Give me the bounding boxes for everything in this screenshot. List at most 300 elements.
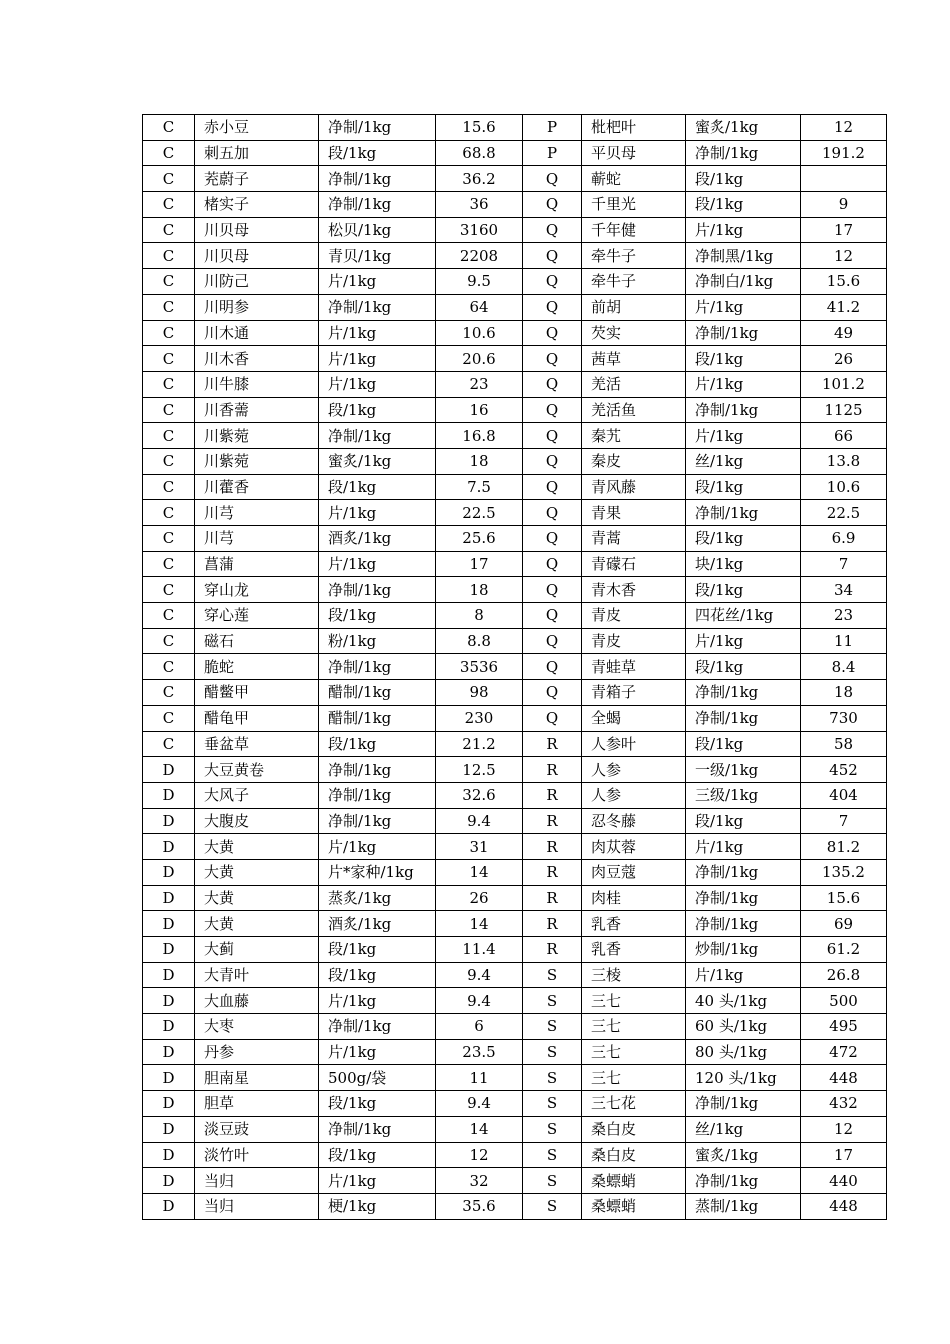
left-letter-cell: D (143, 1039, 195, 1065)
right-price-cell: 12 (801, 115, 887, 141)
left-price-cell: 32 (436, 1168, 523, 1194)
left-spec-cell: 净制/1kg (319, 166, 436, 192)
table-row (143, 166, 887, 192)
table-row (143, 988, 887, 1014)
right-spec-cell: 四花丝/1kg (686, 603, 801, 629)
left-spec-cell: 段/1kg (319, 474, 436, 500)
right-herb-name-cell: 千里光 (582, 192, 686, 218)
right-letter-cell: R (523, 859, 582, 885)
left-price-cell: 18 (436, 448, 523, 474)
right-letter-cell: S (523, 1116, 582, 1142)
left-letter-cell: C (143, 448, 195, 474)
left-spec-cell: 段/1kg (319, 397, 436, 423)
right-price-cell: 12 (801, 243, 887, 269)
price-table-page (142, 114, 887, 1220)
left-price-cell: 8.8 (436, 628, 523, 654)
table-row (143, 1168, 887, 1194)
right-spec-cell: 段/1kg (686, 526, 801, 552)
right-letter-cell: Q (523, 526, 582, 552)
right-letter-cell: R (523, 757, 582, 783)
right-price-cell: 69 (801, 911, 887, 937)
right-spec-cell: 段/1kg (686, 192, 801, 218)
left-herb-name-cell: 脆蛇 (195, 654, 319, 680)
left-letter-cell: C (143, 500, 195, 526)
right-price-cell: 61.2 (801, 937, 887, 963)
left-spec-cell: 蜜炙/1kg (319, 448, 436, 474)
left-letter-cell: D (143, 1116, 195, 1142)
table-row (143, 1014, 887, 1040)
left-herb-name-cell: 川木香 (195, 346, 319, 372)
left-price-cell: 12 (436, 1142, 523, 1168)
left-spec-cell: 净制/1kg (319, 192, 436, 218)
right-spec-cell: 片/1kg (686, 217, 801, 243)
right-herb-name-cell: 三七 (582, 1039, 686, 1065)
table-row (143, 269, 887, 295)
left-price-cell: 23.5 (436, 1039, 523, 1065)
table-row (143, 294, 887, 320)
left-price-cell: 9.4 (436, 988, 523, 1014)
table-row (143, 782, 887, 808)
right-price-cell: 135.2 (801, 859, 887, 885)
right-spec-cell: 段/1kg (686, 654, 801, 680)
left-spec-cell: 净制/1kg (319, 294, 436, 320)
left-herb-name-cell: 醋龟甲 (195, 705, 319, 731)
left-spec-cell: 片/1kg (319, 1168, 436, 1194)
right-letter-cell: Q (523, 680, 582, 706)
left-letter-cell: D (143, 834, 195, 860)
left-herb-name-cell: 当归 (195, 1193, 319, 1219)
right-spec-cell: 净制/1kg (686, 1168, 801, 1194)
table-row (143, 140, 887, 166)
left-herb-name-cell: 刺五加 (195, 140, 319, 166)
left-herb-name-cell: 川木通 (195, 320, 319, 346)
right-letter-cell: Q (523, 423, 582, 449)
left-letter-cell: C (143, 192, 195, 218)
right-price-cell: 34 (801, 577, 887, 603)
table-row (143, 885, 887, 911)
right-letter-cell: R (523, 782, 582, 808)
left-spec-cell: 醋制/1kg (319, 705, 436, 731)
right-letter-cell: Q (523, 654, 582, 680)
right-spec-cell: 片/1kg (686, 423, 801, 449)
right-herb-name-cell: 牵牛子 (582, 269, 686, 295)
left-herb-name-cell: 大风子 (195, 782, 319, 808)
right-herb-name-cell: 三七 (582, 1014, 686, 1040)
left-herb-name-cell: 大黄 (195, 911, 319, 937)
table-row (143, 1116, 887, 1142)
table-row (143, 217, 887, 243)
left-herb-name-cell: 醋鳖甲 (195, 680, 319, 706)
right-spec-cell: 蜜炙/1kg (686, 115, 801, 141)
right-spec-cell: 丝/1kg (686, 448, 801, 474)
herb-price-table (142, 114, 887, 1220)
left-letter-cell: C (143, 269, 195, 295)
left-herb-name-cell: 磁石 (195, 628, 319, 654)
right-letter-cell: Q (523, 628, 582, 654)
left-price-cell: 17 (436, 551, 523, 577)
left-letter-cell: C (143, 423, 195, 449)
table-row (143, 1039, 887, 1065)
right-spec-cell: 段/1kg (686, 808, 801, 834)
table-row (143, 680, 887, 706)
right-price-cell: 66 (801, 423, 887, 449)
left-herb-name-cell: 大血藤 (195, 988, 319, 1014)
right-price-cell: 15.6 (801, 885, 887, 911)
right-herb-name-cell: 三棱 (582, 962, 686, 988)
right-price-cell: 26.8 (801, 962, 887, 988)
left-price-cell: 20.6 (436, 346, 523, 372)
left-letter-cell: D (143, 1065, 195, 1091)
left-herb-name-cell: 淡竹叶 (195, 1142, 319, 1168)
right-price-cell: 41.2 (801, 294, 887, 320)
right-herb-name-cell: 肉桂 (582, 885, 686, 911)
left-price-cell: 10.6 (436, 320, 523, 346)
left-herb-name-cell: 大黄 (195, 885, 319, 911)
table-row (143, 1065, 887, 1091)
left-price-cell: 68.8 (436, 140, 523, 166)
table-row (143, 320, 887, 346)
right-price-cell: 9 (801, 192, 887, 218)
right-herb-name-cell: 羌活鱼 (582, 397, 686, 423)
left-price-cell: 230 (436, 705, 523, 731)
right-letter-cell: Q (523, 346, 582, 372)
left-price-cell: 32.6 (436, 782, 523, 808)
left-price-cell: 9.4 (436, 1091, 523, 1117)
left-price-cell: 11 (436, 1065, 523, 1091)
right-price-cell: 18 (801, 680, 887, 706)
right-spec-cell: 一级/1kg (686, 757, 801, 783)
left-spec-cell: 片/1kg (319, 371, 436, 397)
right-letter-cell: Q (523, 217, 582, 243)
left-spec-cell: 粉/1kg (319, 628, 436, 654)
table-row (143, 808, 887, 834)
table-row (143, 731, 887, 757)
right-price-cell: 12 (801, 1116, 887, 1142)
right-spec-cell: 净制/1kg (686, 705, 801, 731)
right-letter-cell: Q (523, 371, 582, 397)
left-letter-cell: C (143, 320, 195, 346)
left-price-cell: 14 (436, 911, 523, 937)
right-spec-cell: 净制/1kg (686, 680, 801, 706)
table-row (143, 423, 887, 449)
right-price-cell: 26 (801, 346, 887, 372)
left-price-cell: 12.5 (436, 757, 523, 783)
right-herb-name-cell: 青蒿 (582, 526, 686, 552)
left-letter-cell: C (143, 397, 195, 423)
left-price-cell: 9.4 (436, 808, 523, 834)
right-price-cell: 81.2 (801, 834, 887, 860)
right-price-cell: 448 (801, 1193, 887, 1219)
left-spec-cell: 蒸炙/1kg (319, 885, 436, 911)
left-herb-name-cell: 川贝母 (195, 243, 319, 269)
table-row (143, 1193, 887, 1219)
left-herb-name-cell: 穿山龙 (195, 577, 319, 603)
left-spec-cell: 净制/1kg (319, 577, 436, 603)
left-spec-cell: 净制/1kg (319, 1116, 436, 1142)
left-spec-cell: 段/1kg (319, 603, 436, 629)
right-price-cell: 13.8 (801, 448, 887, 474)
right-letter-cell: Q (523, 474, 582, 500)
right-herb-name-cell: 青皮 (582, 628, 686, 654)
left-herb-name-cell: 川芎 (195, 526, 319, 552)
right-price-cell: 730 (801, 705, 887, 731)
right-herb-name-cell: 人参 (582, 757, 686, 783)
left-spec-cell: 片/1kg (319, 1039, 436, 1065)
right-letter-cell: S (523, 1091, 582, 1117)
left-spec-cell: 净制/1kg (319, 808, 436, 834)
left-herb-name-cell: 大黄 (195, 834, 319, 860)
right-price-cell: 10.6 (801, 474, 887, 500)
right-spec-cell: 片/1kg (686, 628, 801, 654)
right-herb-name-cell: 青风藤 (582, 474, 686, 500)
left-letter-cell: C (143, 371, 195, 397)
right-price-cell: 101.2 (801, 371, 887, 397)
left-letter-cell: D (143, 808, 195, 834)
right-spec-cell: 丝/1kg (686, 1116, 801, 1142)
left-herb-name-cell: 大蓟 (195, 937, 319, 963)
right-spec-cell: 段/1kg (686, 577, 801, 603)
left-price-cell: 14 (436, 859, 523, 885)
left-spec-cell: 段/1kg (319, 962, 436, 988)
left-spec-cell: 净制/1kg (319, 115, 436, 141)
table-row (143, 551, 887, 577)
right-letter-cell: R (523, 937, 582, 963)
left-herb-name-cell: 大枣 (195, 1014, 319, 1040)
right-letter-cell: Q (523, 320, 582, 346)
left-price-cell: 7.5 (436, 474, 523, 500)
right-price-cell: 448 (801, 1065, 887, 1091)
table-row (143, 115, 887, 141)
right-price-cell: 6.9 (801, 526, 887, 552)
left-price-cell: 8 (436, 603, 523, 629)
table-row (143, 654, 887, 680)
right-letter-cell: S (523, 1014, 582, 1040)
left-letter-cell: C (143, 140, 195, 166)
right-letter-cell: Q (523, 577, 582, 603)
right-herb-name-cell: 青礞石 (582, 551, 686, 577)
right-herb-name-cell: 芡实 (582, 320, 686, 346)
right-letter-cell: R (523, 834, 582, 860)
right-herb-name-cell: 青皮 (582, 603, 686, 629)
table-row (143, 1091, 887, 1117)
left-letter-cell: D (143, 962, 195, 988)
right-price-cell: 452 (801, 757, 887, 783)
table-row (143, 859, 887, 885)
left-herb-name-cell: 丹参 (195, 1039, 319, 1065)
right-price-cell: 404 (801, 782, 887, 808)
table-row (143, 346, 887, 372)
left-herb-name-cell: 川防己 (195, 269, 319, 295)
right-herb-name-cell: 秦艽 (582, 423, 686, 449)
left-letter-cell: C (143, 705, 195, 731)
right-spec-cell: 段/1kg (686, 731, 801, 757)
left-letter-cell: C (143, 603, 195, 629)
left-letter-cell: C (143, 680, 195, 706)
left-herb-name-cell: 穿心莲 (195, 603, 319, 629)
left-letter-cell: C (143, 217, 195, 243)
right-price-cell: 440 (801, 1168, 887, 1194)
right-herb-name-cell: 人参叶 (582, 731, 686, 757)
table-body (143, 115, 887, 1220)
right-spec-cell: 段/1kg (686, 474, 801, 500)
right-spec-cell: 120 头/1kg (686, 1065, 801, 1091)
right-herb-name-cell: 三七 (582, 1065, 686, 1091)
left-price-cell: 25.6 (436, 526, 523, 552)
right-herb-name-cell: 茜草 (582, 346, 686, 372)
right-herb-name-cell: 蕲蛇 (582, 166, 686, 192)
left-herb-name-cell: 茺蔚子 (195, 166, 319, 192)
left-letter-cell: C (143, 346, 195, 372)
right-letter-cell: Q (523, 603, 582, 629)
right-price-cell: 1125 (801, 397, 887, 423)
left-herb-name-cell: 川贝母 (195, 217, 319, 243)
right-spec-cell: 段/1kg (686, 166, 801, 192)
left-letter-cell: D (143, 937, 195, 963)
table-row (143, 192, 887, 218)
left-herb-name-cell: 川紫菀 (195, 423, 319, 449)
left-spec-cell: 酒炙/1kg (319, 526, 436, 552)
right-letter-cell: Q (523, 448, 582, 474)
right-herb-name-cell: 忍冬藤 (582, 808, 686, 834)
right-letter-cell: Q (523, 269, 582, 295)
right-herb-name-cell: 青果 (582, 500, 686, 526)
left-spec-cell: 片/1kg (319, 988, 436, 1014)
right-price-cell (801, 166, 887, 192)
right-spec-cell: 蜜炙/1kg (686, 1142, 801, 1168)
right-price-cell: 15.6 (801, 269, 887, 295)
right-letter-cell: Q (523, 551, 582, 577)
left-herb-name-cell: 川香薷 (195, 397, 319, 423)
right-letter-cell: R (523, 731, 582, 757)
right-price-cell: 58 (801, 731, 887, 757)
right-herb-name-cell: 前胡 (582, 294, 686, 320)
left-letter-cell: D (143, 1014, 195, 1040)
left-spec-cell: 段/1kg (319, 731, 436, 757)
right-spec-cell: 片/1kg (686, 962, 801, 988)
table-row (143, 757, 887, 783)
left-spec-cell: 片/1kg (319, 320, 436, 346)
left-price-cell: 64 (436, 294, 523, 320)
left-herb-name-cell: 赤小豆 (195, 115, 319, 141)
right-letter-cell: S (523, 1039, 582, 1065)
right-spec-cell: 40 头/1kg (686, 988, 801, 1014)
right-herb-name-cell: 枇杷叶 (582, 115, 686, 141)
left-spec-cell: 片/1kg (319, 551, 436, 577)
left-letter-cell: D (143, 988, 195, 1014)
right-spec-cell: 净制/1kg (686, 500, 801, 526)
table-row (143, 962, 887, 988)
left-spec-cell: 片/1kg (319, 500, 436, 526)
table-row (143, 474, 887, 500)
left-spec-cell: 段/1kg (319, 1142, 436, 1168)
right-letter-cell: R (523, 808, 582, 834)
left-letter-cell: C (143, 526, 195, 552)
right-herb-name-cell: 三七 (582, 988, 686, 1014)
right-letter-cell: Q (523, 166, 582, 192)
left-price-cell: 3536 (436, 654, 523, 680)
right-letter-cell: Q (523, 294, 582, 320)
left-letter-cell: C (143, 577, 195, 603)
left-price-cell: 23 (436, 371, 523, 397)
right-spec-cell: 净制/1kg (686, 911, 801, 937)
left-price-cell: 26 (436, 885, 523, 911)
left-letter-cell: D (143, 1091, 195, 1117)
right-price-cell: 495 (801, 1014, 887, 1040)
right-price-cell: 472 (801, 1039, 887, 1065)
right-letter-cell: S (523, 1142, 582, 1168)
left-letter-cell: D (143, 911, 195, 937)
left-herb-name-cell: 川牛膝 (195, 371, 319, 397)
right-price-cell: 23 (801, 603, 887, 629)
right-spec-cell: 净制/1kg (686, 320, 801, 346)
right-letter-cell: S (523, 962, 582, 988)
left-price-cell: 6 (436, 1014, 523, 1040)
right-letter-cell: R (523, 885, 582, 911)
left-herb-name-cell: 菖蒲 (195, 551, 319, 577)
right-herb-name-cell: 羌活 (582, 371, 686, 397)
right-spec-cell: 净制/1kg (686, 885, 801, 911)
table-row (143, 500, 887, 526)
left-letter-cell: C (143, 654, 195, 680)
table-row (143, 628, 887, 654)
right-price-cell: 7 (801, 551, 887, 577)
left-spec-cell: 松贝/1kg (319, 217, 436, 243)
left-herb-name-cell: 大豆黄卷 (195, 757, 319, 783)
left-price-cell: 21.2 (436, 731, 523, 757)
left-herb-name-cell: 大腹皮 (195, 808, 319, 834)
right-herb-name-cell: 肉豆蔻 (582, 859, 686, 885)
right-herb-name-cell: 千年健 (582, 217, 686, 243)
table-row (143, 371, 887, 397)
left-price-cell: 36.2 (436, 166, 523, 192)
right-price-cell: 500 (801, 988, 887, 1014)
left-herb-name-cell: 胆南星 (195, 1065, 319, 1091)
table-row (143, 705, 887, 731)
left-herb-name-cell: 当归 (195, 1168, 319, 1194)
left-price-cell: 16.8 (436, 423, 523, 449)
left-spec-cell: 净制/1kg (319, 782, 436, 808)
left-letter-cell: C (143, 551, 195, 577)
right-price-cell: 191.2 (801, 140, 887, 166)
right-letter-cell: Q (523, 705, 582, 731)
left-price-cell: 16 (436, 397, 523, 423)
left-herb-name-cell: 川明参 (195, 294, 319, 320)
left-price-cell: 18 (436, 577, 523, 603)
right-spec-cell: 净制/1kg (686, 140, 801, 166)
left-spec-cell: 醋制/1kg (319, 680, 436, 706)
left-letter-cell: D (143, 885, 195, 911)
right-spec-cell: 净制/1kg (686, 859, 801, 885)
right-spec-cell: 三级/1kg (686, 782, 801, 808)
right-spec-cell: 净制/1kg (686, 1091, 801, 1117)
right-letter-cell: S (523, 1193, 582, 1219)
left-spec-cell: 段/1kg (319, 1091, 436, 1117)
left-herb-name-cell: 川紫菀 (195, 448, 319, 474)
left-price-cell: 35.6 (436, 1193, 523, 1219)
right-spec-cell: 60 头/1kg (686, 1014, 801, 1040)
left-letter-cell: C (143, 474, 195, 500)
right-letter-cell: S (523, 1168, 582, 1194)
right-herb-name-cell: 牵牛子 (582, 243, 686, 269)
left-letter-cell: D (143, 782, 195, 808)
right-spec-cell: 净制黑/1kg (686, 243, 801, 269)
left-price-cell: 98 (436, 680, 523, 706)
table-row (143, 834, 887, 860)
right-spec-cell: 80 头/1kg (686, 1039, 801, 1065)
left-price-cell: 14 (436, 1116, 523, 1142)
right-letter-cell: Q (523, 243, 582, 269)
right-herb-name-cell: 秦皮 (582, 448, 686, 474)
